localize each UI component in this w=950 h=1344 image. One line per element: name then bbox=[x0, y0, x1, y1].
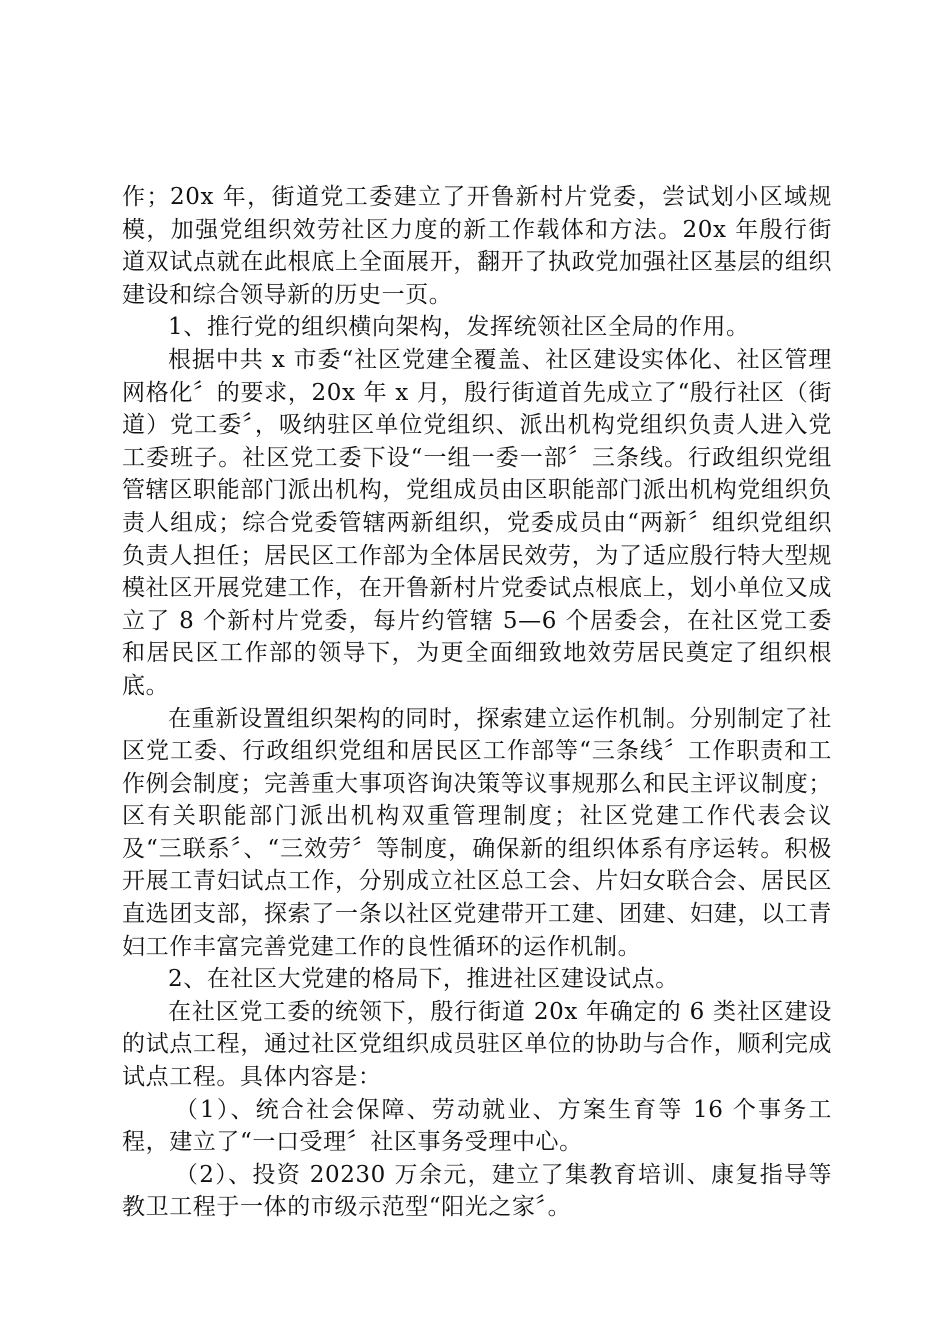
list-item-1: （1）、统合社会保障、劳动就业、方案生育等 16 个事务工程，建立了“一口受理〞社区事务受理中心。 bbox=[122, 1096, 832, 1156]
section-heading-1: 1、推行党的组织横向架构，发挥统领社区全局的作用。 bbox=[168, 314, 750, 341]
list-item-2: （2）、投资 20230 万余元，建立了集教育培训、康复指导等教卫工程于一体的市级示范型“阳光之家〞。 bbox=[122, 1161, 832, 1221]
paragraph-pilot-projects: 在社区党工委的统领下，殷行街道 20x 年确定的 6 类社区建设的试点工程，通过社区党组织成员驻区单位的协助与合作，顺利完成试点工程。具体内容是： bbox=[122, 998, 832, 1091]
section-heading-2: 2、在社区大党建的格局下，推进社区建设试点。 bbox=[168, 966, 679, 993]
paragraph-org-structure: 根据中共 x 市委“社区党建全覆盖、社区建设实体化、社区管理网格化〞的要求，20x 年 x 月，殷行街道首先成立了“殷行社区（街道）党工委〞，吸纳驻区单位党组织、派出机构党组织负责人进入党工委班子。社区党工委下设“一组一委一部〞三条线。行政组织党组管辖区职能部门派出机构，党组成员由区职能部门派出机构党组织负责人组成；综合党委管辖两新组织，党委成员由“两新〞组织党组织负责人担任；居民区工作部为全体居民效劳，为了适应殷行特大型规模社区开展党建工作，在开鲁新村片党委试点根底上，划小单位又成立了 8 个新村片党委，每片约管辖 5—6 个居委会，在社区党工委和居民区工作部的领导下，为更全面细致地效劳居民奠定了组织根底。 bbox=[122, 346, 832, 699]
paragraph-mechanism: 在重新设置组织架构的同时，探索建立运作机制。分别制定了社区党工委、行政组织党组和居民区工作部等“三条线〞工作职责和工作例会制度；完善重大事项咨询决策等议事规那么和民主评议制度；区有关职能部门派出机构双重管理制度；社区党建工作代表会议及“三联系〞、“三效劳〞等制度，确保新的组织体系有序运转。积极开展工青妇试点工作，分别成立社区总工会、片妇女联合会、居民区直选团支部，探索了一条以社区党建带开工建、团建、妇建，以工青妇工作丰富完善党建工作的良性循环的运作机制。 bbox=[122, 705, 832, 960]
paragraph-continuation: 作；20x 年，街道党工委建立了开鲁新村片党委，尝试划小区域规模，加强党组织效劳社区力度的新工作载体和方法。20x 年殷行街道双试点就在此根底上全面展开，翻开了执政党加强社区基层的组织建设和综合领导新的历史一页。 bbox=[122, 184, 832, 308]
body-text bbox=[122, 181, 832, 1224]
